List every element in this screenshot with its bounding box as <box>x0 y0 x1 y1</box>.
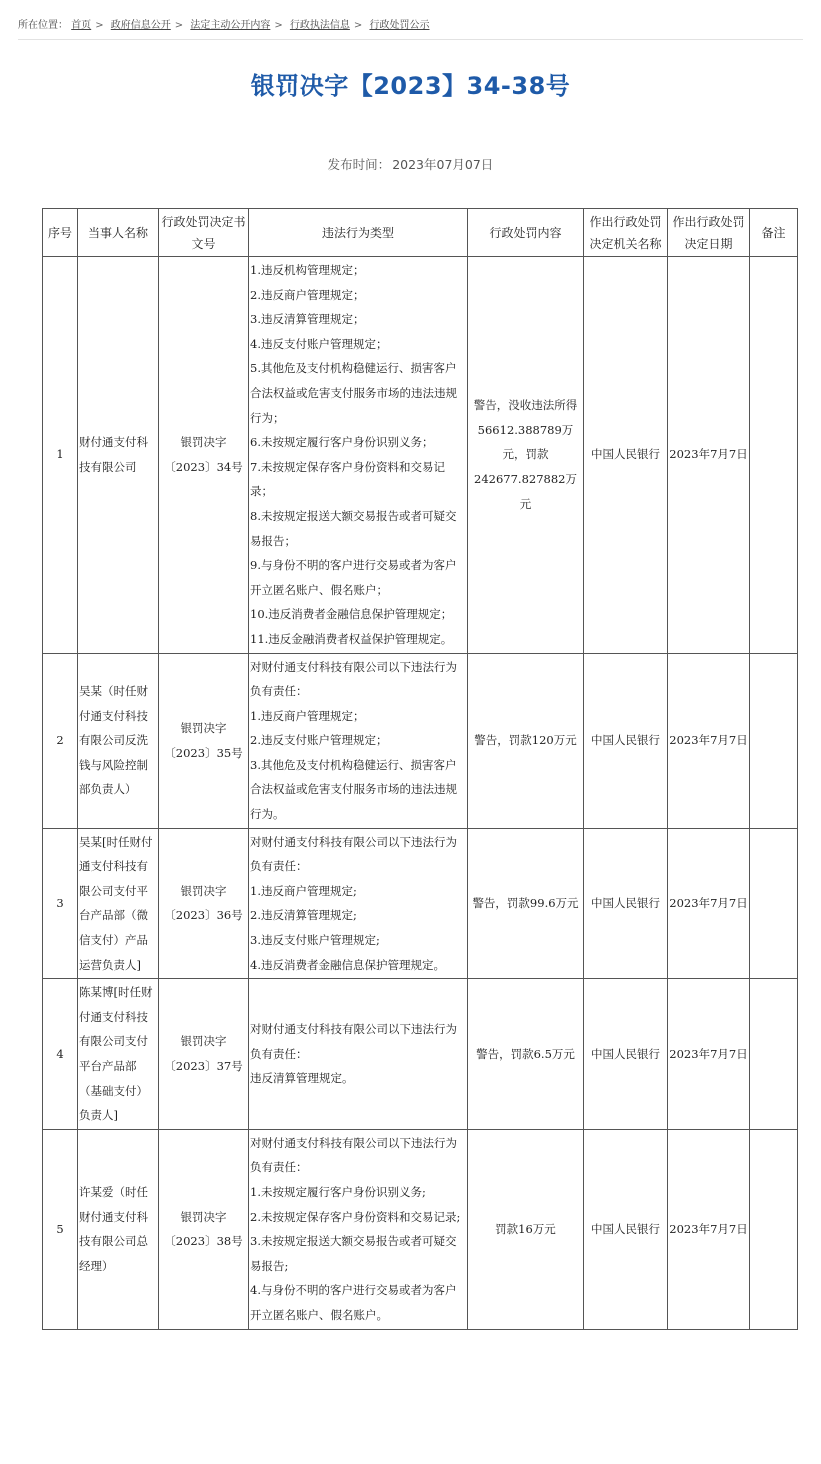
cell-date: 2023年7月7日 <box>668 1129 750 1329</box>
cell-date: 2023年7月7日 <box>668 653 750 828</box>
breadcrumb-link-gov-info[interactable]: 政府信息公开 <box>110 20 171 31</box>
cell-penalty: 警告，罚款6.5万元 <box>468 979 584 1130</box>
cell-no: 4 <box>43 979 78 1130</box>
header-cell-authority: 作出行政处罚决定机关名称 <box>584 209 668 257</box>
cell-party: 许某爱（时任财付通支付科技有限公司总经理） <box>78 1129 159 1329</box>
table-row <box>43 979 798 1130</box>
table-row <box>43 653 798 828</box>
doc-no-line: 银罚决字 <box>180 720 227 735</box>
chevron-right-icon: > <box>274 20 283 31</box>
cell-violations <box>249 257 468 654</box>
violation-item: 1.未按规定履行客户身份识别义务; <box>250 1184 426 1199</box>
violation-item: 2.违反清算管理规定; <box>250 908 357 923</box>
cell-remark <box>750 979 798 1130</box>
cell-doc-no <box>159 828 249 979</box>
cell-violations <box>249 979 468 1130</box>
header-cell-violations: 违法行为类型 <box>249 209 468 257</box>
cell-penalty: 警告，罚款120万元 <box>468 653 584 828</box>
header-cell-penalty: 行政处罚内容 <box>468 209 584 257</box>
cell-remark <box>750 1129 798 1329</box>
cell-party: 财付通支付科技有限公司 <box>78 257 159 654</box>
violation-item: 6.未按规定履行客户身份识别义务； <box>250 435 434 450</box>
publish-date <box>0 155 821 173</box>
violation-item: 1.违反商户管理规定; <box>250 883 357 898</box>
violation-item: 3.其他危及支付机构稳健运行、损害客户合法权益或危害支付服务市场的违法违规行为。 <box>250 757 457 822</box>
violation-item: 2.未按规定保存客户身份资料和交易记录; <box>250 1209 461 1224</box>
violation-item: 5.其他危及支付机构稳健运行、损害客户合法权益或危害支付服务市场的违法违规行为； <box>250 361 457 425</box>
violation-item: 对财付通支付科技有限公司以下违法行为负有责任： <box>250 1135 457 1175</box>
publish-date-label: 发布时间： <box>327 157 391 172</box>
breadcrumb-link-penalty[interactable]: 行政处罚公示 <box>369 20 430 31</box>
cell-remark <box>750 257 798 654</box>
cell-date: 2023年7月7日 <box>668 257 750 654</box>
publish-date-value: 2023年07月07日 <box>392 157 494 172</box>
table-row <box>43 257 798 654</box>
cell-doc-no <box>159 979 249 1130</box>
breadcrumb-link-home[interactable]: 首页 <box>71 20 92 31</box>
cell-date: 2023年7月7日 <box>668 979 750 1130</box>
penalty-table <box>42 208 798 1330</box>
cell-no: 1 <box>43 257 78 654</box>
violation-item: 7.未按规定保存客户身份资料和交易记录； <box>250 459 445 499</box>
breadcrumb <box>18 16 430 31</box>
violation-item: 对财付通支付科技有限公司以下违法行为负有责任： <box>250 659 457 699</box>
violation-item: 8.未按规定报送大额交易报告或者可疑交易报告； <box>250 508 457 548</box>
violation-item: 4.违反消费者金融信息保护管理规定。 <box>250 957 445 972</box>
cell-authority: 中国人民银行 <box>584 1129 668 1329</box>
cell-no: 5 <box>43 1129 78 1329</box>
doc-no-line: 银罚决字 <box>180 435 227 450</box>
header-cell-party: 当事人名称 <box>78 209 159 257</box>
chevron-right-icon: > <box>353 20 363 31</box>
violation-item: 1.违反机构管理规定； <box>250 263 365 277</box>
cell-party: 陈某博[时任财付通支付科技有限公司支付平台产品部（基础支付）负责人] <box>78 979 159 1130</box>
cell-remark <box>750 653 798 828</box>
cell-remark <box>750 828 798 979</box>
doc-no-line: 银罚决字 <box>180 1209 227 1224</box>
cell-authority: 中国人民银行 <box>584 653 668 828</box>
cell-penalty: 警告，没收违法所得56612.388789万元，罚款242677.827882万元 <box>468 257 584 654</box>
doc-no-line: 〔2023〕35号 <box>164 745 243 760</box>
cell-violations <box>249 653 468 828</box>
cell-party: 吴某[时任财付通支付科技有限公司支付平台产品部（微信支付）产品运营负责人] <box>78 828 159 979</box>
cell-date: 2023年7月7日 <box>668 828 750 979</box>
cell-penalty: 罚款16万元 <box>468 1129 584 1329</box>
cell-doc-no <box>159 653 249 828</box>
cell-no: 3 <box>43 828 78 979</box>
violation-item: 4.违反支付账户管理规定； <box>250 336 388 351</box>
chevron-right-icon: > <box>174 20 184 31</box>
table-row <box>43 828 798 979</box>
breadcrumb-link-enforcement[interactable]: 行政执法信息 <box>289 20 350 31</box>
page-title: 银罚决字【2023】34-38号 <box>250 72 571 100</box>
doc-no-line: 银罚决字 <box>180 883 227 898</box>
cell-violations <box>249 1129 468 1329</box>
cell-authority: 中国人民银行 <box>584 979 668 1130</box>
header-divider <box>18 39 803 40</box>
header-cell-doc-no: 行政处罚决定书文号 <box>159 209 249 257</box>
violation-item: 2.违反支付账户管理规定； <box>250 733 388 748</box>
cell-party: 吴某（时任财付通支付科技有限公司反洗钱与风险控制部负责人） <box>78 653 159 828</box>
violation-item: 2.违反商户管理规定； <box>250 287 365 302</box>
doc-no-line: 〔2023〕36号 <box>164 908 243 923</box>
violation-item: 4.与身份不明的客户进行交易或者为客户开立匿名账户、假名账户。 <box>250 1283 457 1322</box>
breadcrumb-prefix: 所在位置： <box>18 20 68 31</box>
violation-item: 11.违反金融消费者权益保护管理规定。 <box>250 631 453 646</box>
header-cell-date: 作出行政处罚决定日期 <box>668 209 750 257</box>
header-cell-no: 序号 <box>43 209 78 257</box>
doc-no-line: 〔2023〕34号 <box>164 459 243 474</box>
cell-authority: 中国人民银行 <box>584 257 668 654</box>
cell-no: 2 <box>43 653 78 828</box>
cell-penalty: 警告，罚款99.6万元 <box>468 828 584 979</box>
violation-item: 9.与身份不明的客户进行交易或者为客户开立匿名账户、假名账户； <box>250 558 457 597</box>
violation-item: 1.违反商户管理规定； <box>250 708 365 723</box>
violation-item: 3.违反清算管理规定； <box>250 312 365 327</box>
violation-item: 违反清算管理规定。 <box>250 1071 354 1086</box>
table-row <box>43 1129 798 1329</box>
cell-doc-no <box>159 257 249 654</box>
doc-no-line: 〔2023〕37号 <box>164 1059 243 1073</box>
violation-item: 3.违反支付账户管理规定; <box>250 933 380 948</box>
cell-authority: 中国人民银行 <box>584 828 668 979</box>
violation-item: 3.未按规定报送大额交易报告或者可疑交易报告; <box>250 1234 457 1273</box>
cell-doc-no <box>159 1129 249 1329</box>
table-header-row <box>43 209 798 257</box>
cell-violations <box>249 828 468 979</box>
violation-item: 对财付通支付科技有限公司以下违法行为负有责任： <box>250 1022 457 1061</box>
breadcrumb-link-statutory[interactable]: 法定主动公开内容 <box>190 20 271 31</box>
doc-no-line: 银罚决字 <box>180 1034 227 1049</box>
chevron-right-icon: > <box>95 20 104 31</box>
violation-item: 10.违反消费者金融信息保护管理规定； <box>250 607 453 622</box>
header-cell-remark: 备注 <box>750 209 798 257</box>
doc-no-line: 〔2023〕38号 <box>164 1234 243 1249</box>
violation-item: 对财付通支付科技有限公司以下违法行为负有责任： <box>250 834 457 874</box>
